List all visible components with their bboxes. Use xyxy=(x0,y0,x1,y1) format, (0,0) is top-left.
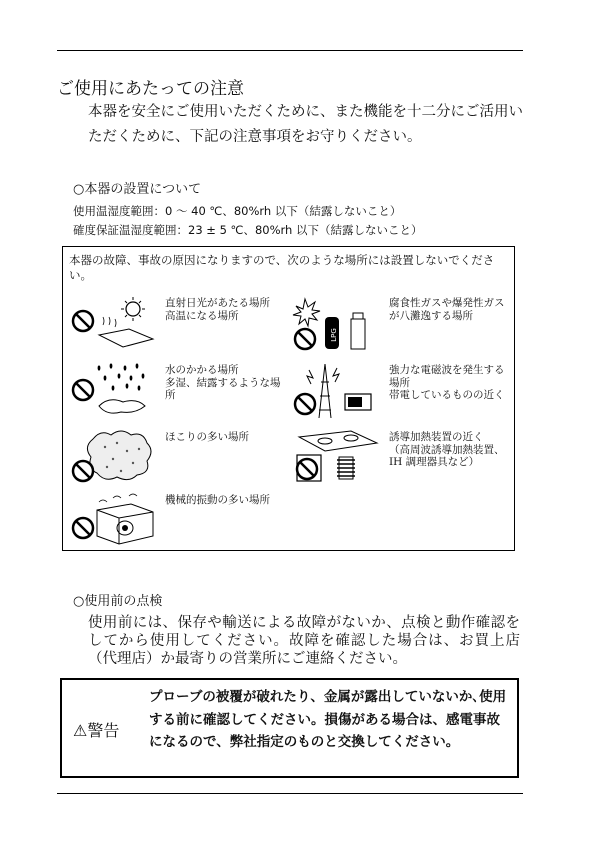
spec-operating-range: 使用温湿度範囲：0 ～ 40 ℃、80%rh 以下（結露しないこと） xyxy=(73,204,402,218)
warning-text: プローブの被覆が破れたり、金属が露出していないか､使用する前に確認してください。損傷がある場合は、感電事故になるので、弊社指定のものと交換してください。 xyxy=(149,689,507,750)
hazard-text-vibration: 機械的振動の多い場所 xyxy=(165,494,270,506)
footer-rule xyxy=(57,793,523,794)
hazard-text-water: 水のかかる場所 多湿、結露するような場所 xyxy=(165,364,281,401)
water-humidity-icon xyxy=(69,362,157,422)
corrosive-gas-icon xyxy=(291,295,379,355)
sunlight-heat-icon xyxy=(69,295,157,355)
hazard-text-dust: ほこりの多い場所 xyxy=(165,431,249,443)
hazard-text-induction: 誘導加熱装置の近く （高周波誘導加熱装置、 IH 調理器具など） xyxy=(389,431,505,468)
vibration-icon xyxy=(69,492,157,552)
header-rule xyxy=(57,50,523,51)
electromagnetic-icon xyxy=(291,362,379,422)
intro-paragraph: 本器を安全にご使用いただくために、また機能を十二分にご活用いただくために、下記の注意事項をお守りください。 xyxy=(88,104,523,145)
dust-icon xyxy=(69,429,157,489)
precheck-paragraph: 使用前には、保存や輸送による故障がないか、点検と動作確認をしてから使用してください。故障を確認した場合は、お買上店（代理店）か最寄りの営業所にご連絡ください。 xyxy=(88,615,520,667)
page-title: ご使用にあたっての注意 xyxy=(57,79,244,99)
lpg-label: LPG xyxy=(330,328,338,342)
hazard-text-sunlight: 直射日光があたる場所 高温になる場所 xyxy=(165,297,270,322)
hazard-box-intro: 本器の故障、事故の原因になりますので、次のような場所には設置しないでください。 xyxy=(69,253,495,282)
hazard-box xyxy=(62,246,515,551)
hazard-text-electromagnetic: 強力な電磁波を発生する場所 帯電しているものの近く xyxy=(389,364,505,401)
precheck-heading: ○使用前の点検 xyxy=(73,594,163,609)
install-heading: ○本器の設置について xyxy=(73,182,202,197)
warning-label: ⚠警告 xyxy=(73,721,120,740)
induction-heating-icon xyxy=(291,429,379,489)
warning-box xyxy=(60,678,519,778)
hazard-text-corrosive-gas: 腐食性ガスや爆発性ガスが八灘逸する場所 xyxy=(389,297,505,322)
spec-guaranteed-range: 確度保証温湿度範囲：23 ± 5 ℃、80%rh 以下（結露しないこと） xyxy=(73,223,423,237)
